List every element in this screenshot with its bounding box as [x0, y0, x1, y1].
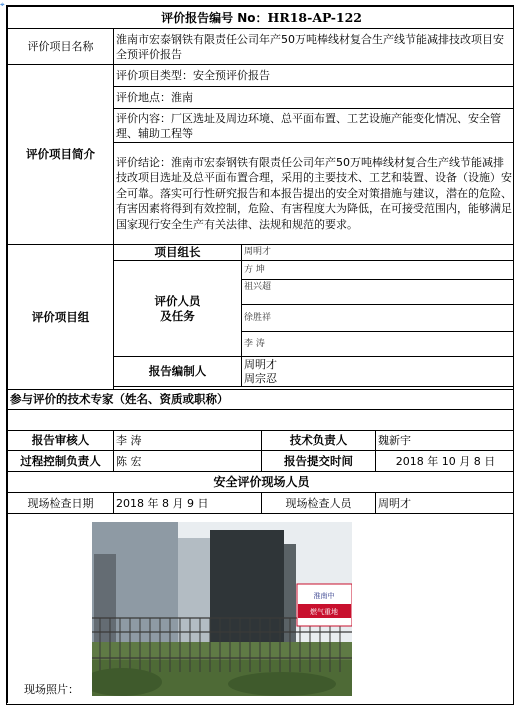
team-leader-label: 项目组长 [114, 245, 242, 261]
summary-conclusion: 评价结论：淮南市宏泰钢铁有限责任公司年产50万吨棒线材复合生产线节能减排技改项目选址及总平面布置合理，采用的主要技术、工艺和装置、设备（设施）安全可靠。落实可行性研究报告和本报告提出的安全对策措施与建议，潜在的危险、有害因素将得到有效控制，危险、有害程度大为降低，在可接受范围内，能够满足国家现行安全生产有关法律、法规和规范的要求。 [114, 143, 515, 245]
tech-lead-value: 魏新宇 [376, 431, 515, 451]
report-compiler-1: 周明才 [244, 357, 277, 371]
team-member-3: 徐胜祥 [242, 305, 515, 332]
site-inspection-date-value: 2018 年 8 月 9 日 [114, 493, 262, 514]
summary-type: 评价项目类型：安全预评价报告 [114, 65, 515, 87]
tech-lead-label: 技术负责人 [262, 431, 376, 451]
process-control-value: 陈 宏 [114, 451, 262, 472]
submit-time-value: 2018 年 10 月 8 日 [376, 451, 515, 472]
report-number-header [8, 7, 515, 29]
technical-experts-value [8, 410, 515, 431]
report-number-label: 评价报告编号 No： [161, 10, 268, 25]
project-name-label: 评价项目名称 [8, 29, 114, 65]
site-personnel-header: 安全评价现场人员 [8, 472, 515, 493]
site-photo-cell [8, 514, 515, 704]
team-member-4: 李 涛 [242, 332, 515, 357]
photo-sign-text-2: 燃气重地 [310, 608, 338, 616]
report-compiler-label: 报告编制人 [114, 357, 242, 387]
team-member-2: 祖兴超 [242, 280, 515, 305]
team-members-label-line1: 评价人员 [154, 293, 201, 308]
page-corner-marker-icon: ⌖ [0, 0, 5, 9]
summary-content: 评价内容：厂区选址及周边环境、总平面布置、工艺设施产能变化情况、安全管理、辅助工程等 [114, 109, 515, 143]
site-inspector-label: 现场检查人员 [262, 493, 376, 514]
team-member-1: 方 坤 [242, 261, 515, 280]
report-number-value: HR18-AP-122 [267, 9, 363, 25]
site-inspection-date-label: 现场检查日期 [8, 493, 114, 514]
report-compilers [242, 357, 515, 387]
report-table [7, 6, 514, 703]
photo-sign-text-1: 淮南中 [313, 592, 335, 600]
submit-time-label: 报告提交时间 [262, 451, 376, 472]
technical-experts-label: 参与评价的技术专家（姓名、资质或职称） [8, 390, 515, 410]
team-leader-signature: 周明才 [242, 245, 515, 261]
process-control-label: 过程控制负责人 [8, 451, 114, 472]
project-summary-label: 评价项目简介 [8, 65, 114, 245]
team-members-label-line2: 及任务 [160, 308, 195, 323]
project-team-label: 评价项目组 [8, 245, 114, 390]
site-photo [92, 522, 352, 696]
reviewer-label: 报告审核人 [8, 431, 114, 451]
project-name-value: 淮南市宏泰钢铁有限责任公司年产50万吨棒线材复合生产线节能减排技改项目安全预评价报告 [114, 29, 515, 65]
reviewer-value: 李 涛 [114, 431, 262, 451]
evaluation-report-form [6, 5, 514, 705]
team-members-label [114, 261, 242, 357]
summary-location: 评价地点：淮南 [114, 87, 515, 109]
site-inspector-value: 周明才 [376, 493, 515, 514]
report-compiler-2: 周宗忍 [244, 371, 277, 385]
site-photo-label: 现场照片： [24, 683, 79, 696]
